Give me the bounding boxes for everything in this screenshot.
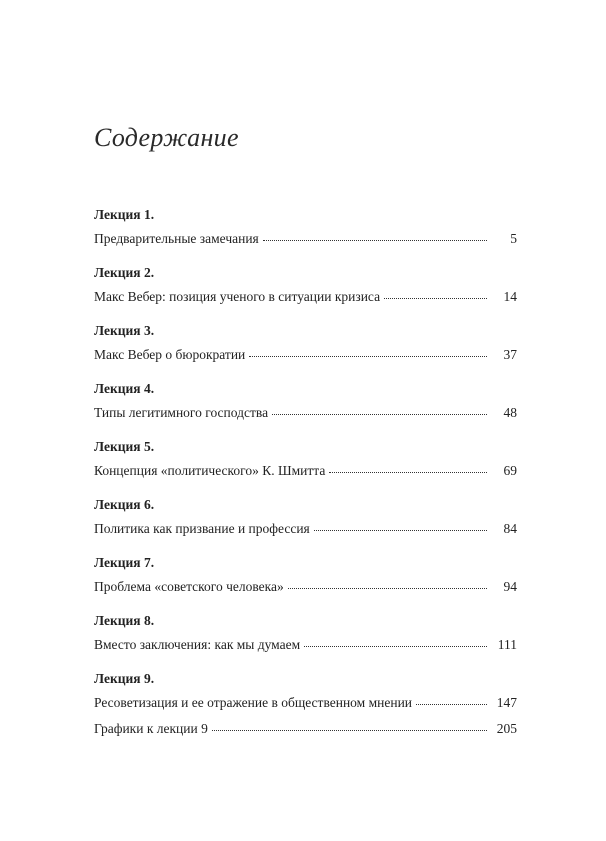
dot-leader — [263, 231, 487, 243]
toc-section-lecture-5 — [94, 438, 517, 479]
dot-leader — [329, 463, 487, 475]
lecture-heading: Лекция 6. — [94, 497, 155, 512]
toc-section-lecture-9 — [94, 670, 517, 737]
entry-title: Графики к лекции 9 — [94, 721, 208, 736]
dot-leader — [304, 637, 487, 649]
entry-page-number: 5 — [510, 231, 517, 246]
toc-section-lecture-6 — [94, 496, 517, 537]
toc-section-lecture-8 — [94, 612, 517, 653]
dot-leader — [288, 579, 487, 591]
toc-entry[interactable] — [94, 404, 517, 421]
entry-title: Ресоветизация и ее отражение в общественном мнении — [94, 695, 413, 710]
entry-title: Концепция «политического» К. Шмитта — [94, 463, 326, 478]
entry-page-number: 69 — [503, 463, 517, 478]
lecture-heading: Лекция 4. — [94, 381, 155, 396]
page-title: Содержание — [94, 123, 239, 152]
toc-section-lecture-3 — [94, 322, 517, 363]
entry-page-number: 147 — [496, 695, 517, 710]
toc-entry[interactable] — [94, 288, 517, 305]
lecture-heading: Лекция 1. — [94, 207, 155, 222]
toc-entry[interactable] — [94, 694, 517, 711]
entry-page-number: 37 — [503, 347, 517, 362]
lecture-heading: Лекция 3. — [94, 323, 155, 338]
entry-page-number: 14 — [503, 289, 517, 304]
entry-title: Предварительные замечания — [94, 231, 259, 246]
dot-leader — [212, 721, 487, 733]
entry-title: Вместо заключения: как мы думаем — [94, 637, 301, 652]
lecture-heading: Лекция 5. — [94, 439, 155, 454]
toc-entry[interactable] — [94, 230, 517, 247]
lecture-heading: Лекция 8. — [94, 613, 155, 628]
entry-title: Типы легитимного господства — [94, 405, 269, 420]
entry-page-number: 48 — [503, 405, 517, 420]
dot-leader — [416, 695, 487, 707]
entry-title: Макс Вебер о бюрократии — [94, 347, 246, 362]
entry-page-number: 205 — [496, 721, 517, 736]
entry-title: Проблема «советского человека» — [94, 579, 284, 594]
toc-section-lecture-7 — [94, 554, 517, 595]
toc-entry[interactable] — [94, 578, 517, 595]
toc-section-lecture-4 — [94, 380, 517, 421]
toc-entry[interactable] — [94, 520, 517, 537]
dot-leader — [272, 405, 487, 417]
toc-entry[interactable] — [94, 720, 517, 737]
entry-page-number: 111 — [497, 637, 517, 652]
dot-leader — [249, 347, 487, 359]
entry-page-number: 84 — [503, 521, 517, 536]
dot-leader — [384, 289, 487, 301]
dot-leader — [314, 521, 487, 533]
toc-entry[interactable] — [94, 462, 517, 479]
entry-page-number: 94 — [503, 579, 517, 594]
toc-section-lecture-2 — [94, 264, 517, 305]
toc-section-lecture-1 — [94, 206, 517, 247]
entry-title: Политика как призвание и профессия — [94, 521, 310, 536]
table-of-contents — [94, 206, 517, 754]
lecture-heading: Лекция 7. — [94, 555, 155, 570]
entry-title: Макс Вебер: позиция ученого в ситуации кризиса — [94, 289, 381, 304]
lecture-heading: Лекция 2. — [94, 265, 155, 280]
toc-entry[interactable] — [94, 636, 517, 653]
toc-entry[interactable] — [94, 346, 517, 363]
lecture-heading: Лекция 9. — [94, 671, 155, 686]
